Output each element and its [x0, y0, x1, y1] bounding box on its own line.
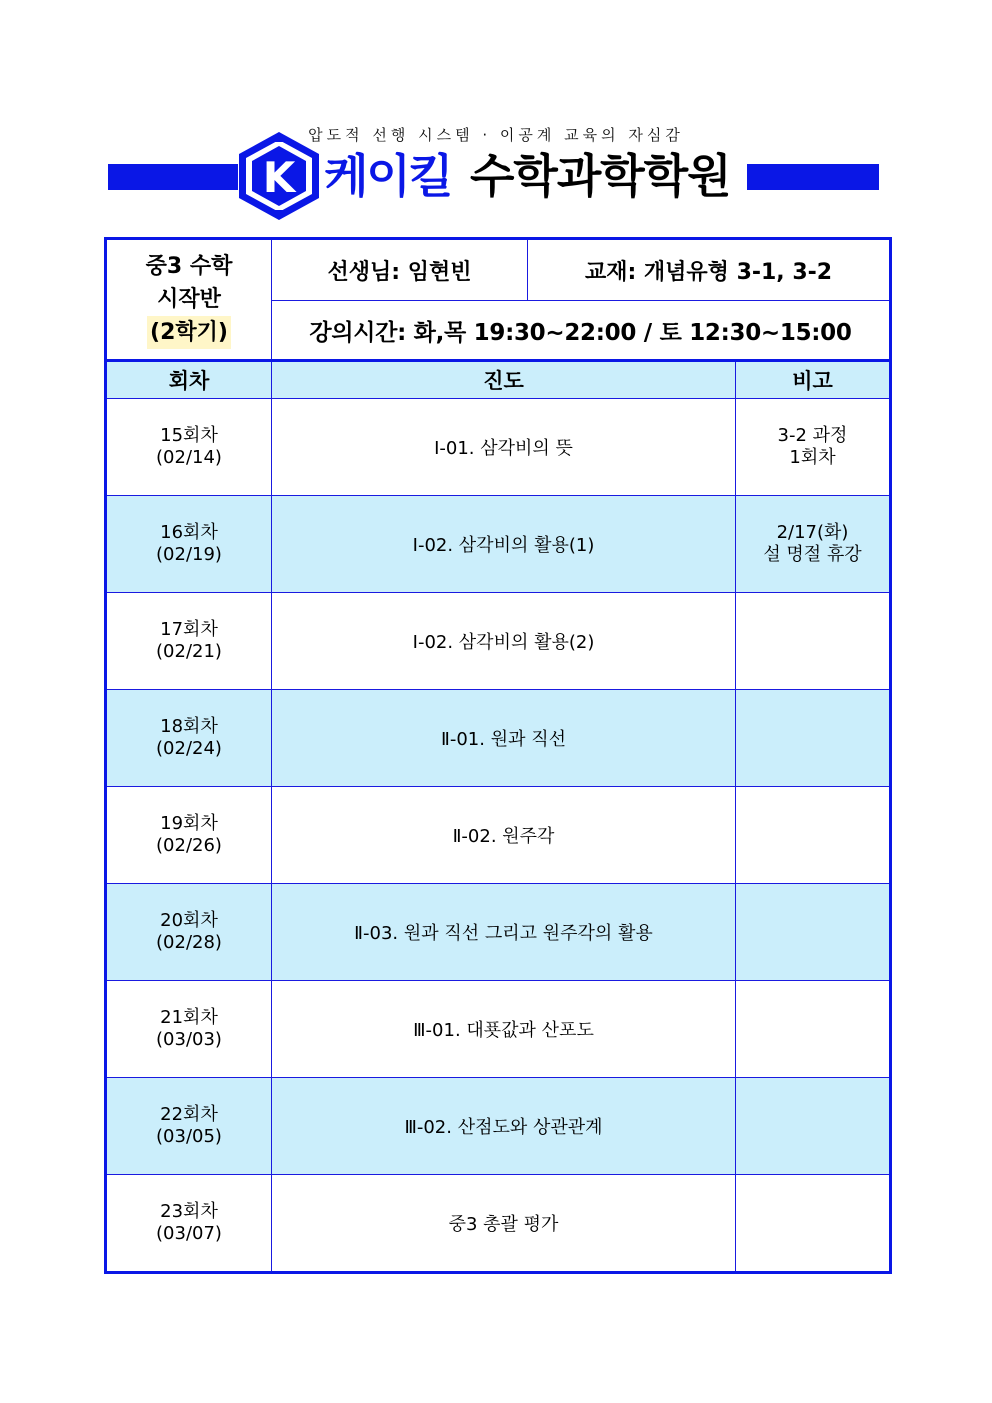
brand-name-blue: 케이킬 — [324, 149, 452, 203]
info-row-top — [106, 239, 891, 301]
session-number: 19회차 — [160, 813, 218, 834]
note-cell — [736, 399, 891, 496]
header-bar-right — [747, 164, 879, 190]
note-cell — [736, 884, 891, 981]
session-date: (03/07) — [156, 1223, 222, 1244]
note-cell — [736, 1175, 891, 1273]
note-cell — [736, 1078, 891, 1175]
session-number: 23회차 — [160, 1201, 218, 1222]
progress-cell: Ⅱ-01. 원과 직선 — [272, 690, 736, 787]
session-date: (02/14) — [156, 447, 222, 468]
note-line-1: 2/17(화) — [776, 522, 849, 543]
teacher-cell: 선생님: 임현빈 — [272, 239, 528, 301]
note-line-2: 1회차 — [789, 447, 836, 468]
session-date: (03/03) — [156, 1029, 222, 1050]
session-cell — [106, 593, 272, 690]
brand-name-black: 수학과학학원 — [470, 149, 731, 203]
progress-cell: Ⅲ-02. 산점도와 상관관계 — [272, 1078, 736, 1175]
table-row — [106, 593, 891, 690]
session-date: (02/24) — [156, 738, 222, 759]
progress-cell: Ⅲ-01. 대푯값과 산포도 — [272, 981, 736, 1078]
note-cell — [736, 690, 891, 787]
note-line-2: 설 명절 휴강 — [763, 544, 862, 565]
textbook-cell: 교재: 개념유형 3-1, 3-2 — [528, 239, 891, 301]
progress-cell: Ⅰ-02. 삼각비의 활용(1) — [272, 496, 736, 593]
session-date: (02/26) — [156, 835, 222, 856]
table-row — [106, 787, 891, 884]
note-cell — [736, 787, 891, 884]
note-line-1: 3-2 과정 — [777, 425, 848, 446]
session-date: (02/21) — [156, 641, 222, 662]
table-row — [106, 884, 891, 981]
session-date: (03/05) — [156, 1126, 222, 1147]
course-name: 중3 수학 — [145, 254, 233, 279]
session-date: (02/28) — [156, 932, 222, 953]
logo-letter: K — [262, 153, 296, 202]
session-cell — [106, 1078, 272, 1175]
schedule-table — [104, 237, 892, 1274]
table-row — [106, 690, 891, 787]
progress-cell: Ⅰ-02. 삼각비의 활용(2) — [272, 593, 736, 690]
session-cell — [106, 981, 272, 1078]
header-session: 회차 — [106, 361, 272, 399]
header-note: 비고 — [736, 361, 891, 399]
table-row — [106, 399, 891, 496]
session-number: 18회차 — [160, 716, 218, 737]
session-cell — [106, 787, 272, 884]
header-bar-left — [108, 164, 238, 190]
session-number: 22회차 — [160, 1104, 218, 1125]
slogan: 압도적 선행 시스템 · 이공계 교육의 자심감 — [308, 126, 684, 144]
session-cell — [106, 1175, 272, 1273]
table-row — [106, 1078, 891, 1175]
session-cell — [106, 884, 272, 981]
session-number: 17회차 — [160, 619, 218, 640]
header-progress: 진도 — [272, 361, 736, 399]
session-cell — [106, 690, 272, 787]
progress-cell: Ⅱ-02. 원주각 — [272, 787, 736, 884]
table-header-row — [106, 361, 891, 399]
course-term: (2학기) — [147, 316, 231, 349]
note-cell — [736, 981, 891, 1078]
session-cell — [106, 496, 272, 593]
table-row — [106, 1175, 891, 1273]
session-number: 15회차 — [160, 425, 218, 446]
table-row — [106, 496, 891, 593]
note-cell — [736, 593, 891, 690]
progress-cell: 중3 총괄 평가 — [272, 1175, 736, 1273]
lecture-time-cell: 강의시간: 화,목 19:30~22:00 / 토 12:30~15:00 — [272, 301, 891, 361]
session-cell — [106, 399, 272, 496]
academy-logo-icon — [236, 130, 322, 222]
course-level: 시작반 — [157, 287, 221, 312]
progress-cell: Ⅱ-03. 원과 직선 그리고 원주각의 활용 — [272, 884, 736, 981]
note-cell — [736, 496, 891, 593]
course-cell — [106, 239, 272, 361]
session-date: (02/19) — [156, 544, 222, 565]
progress-cell: Ⅰ-01. 삼각비의 뜻 — [272, 399, 736, 496]
session-number: 21회차 — [160, 1007, 218, 1028]
session-number: 16회차 — [160, 522, 218, 543]
table-row — [106, 981, 891, 1078]
session-number: 20회차 — [160, 910, 218, 931]
